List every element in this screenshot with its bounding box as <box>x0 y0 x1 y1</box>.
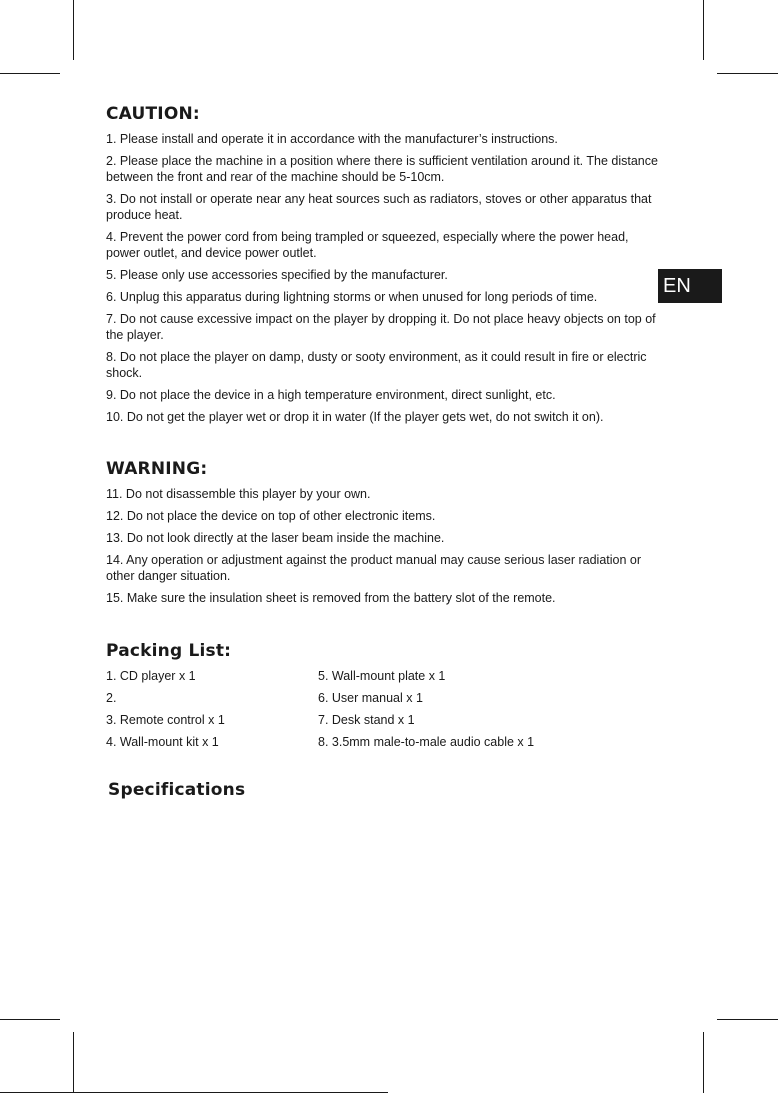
crop-mark-top-left-vertical <box>73 0 74 60</box>
crop-mark-bottom-right-horizontal <box>717 1019 778 1020</box>
specifications-section <box>108 779 508 807</box>
packing-list-item: 1. CD player x 1 <box>106 669 196 683</box>
packing-list-item: 2. <box>106 691 117 705</box>
caution-item: 1. Please install and operate it in accordance with the manufacturer’s instructions. <box>106 132 558 146</box>
packing-list-section <box>106 640 666 768</box>
caution-heading: CAUTION: <box>106 104 200 124</box>
packing-list-columns <box>106 668 666 768</box>
warning-heading: WARNING: <box>106 459 208 479</box>
packing-list-item: 4. Wall-mount kit x 1 <box>106 735 219 749</box>
warning-section <box>106 458 666 612</box>
crop-mark-bottom-right-vertical <box>703 1032 704 1093</box>
caution-item: 8. Do not place the player on damp, dusty or sooty environment, as it could result in fire or electric shock. <box>106 350 647 380</box>
caution-item: 7. Do not cause excessive impact on the player by dropping it. Do not place heavy objects on top of the player. <box>106 312 656 342</box>
crop-mark-top-left-horizontal <box>0 73 60 74</box>
packing-list-item: 8. 3.5mm male-to-male audio cable x 1 <box>318 735 535 749</box>
caution-item: 5. Please only use accessories specified by the manufacturer. <box>106 268 448 282</box>
packing-list-right-column <box>318 668 648 756</box>
language-tab: EN <box>658 269 722 303</box>
warning-item: 14. Any operation or adjustment against the product manual may cause serious laser radiation or other danger situation. <box>106 553 642 583</box>
caution-item: 4. Prevent the power cord from being trampled or squeezed, especially where the power head, power outlet, and device power outlet. <box>106 230 629 260</box>
caution-section <box>106 103 666 431</box>
packing-list-item: 7. Desk stand x 1 <box>318 713 415 727</box>
packing-list-item: 3. Remote control x 1 <box>106 713 225 727</box>
packing-list-item: 6. User manual x 1 <box>318 691 423 705</box>
warning-item: 11. Do not disassemble this player by your own. <box>106 487 371 501</box>
caution-item: 10. Do not get the player wet or drop it in water (If the player gets wet, do not switch it on). <box>106 410 604 424</box>
warning-item: 12. Do not place the device on top of other electronic items. <box>106 509 436 523</box>
packing-list-heading: Packing List: <box>106 641 232 661</box>
crop-mark-top-right-horizontal <box>717 73 778 74</box>
crop-mark-bottom-left-horizontal <box>0 1019 60 1020</box>
caution-item: 9. Do not place the device in a high temperature environment, direct sunlight, etc. <box>106 388 556 402</box>
caution-item: 3. Do not install or operate near any heat sources such as radiators, stoves or other apparatus that produce heat. <box>106 192 652 222</box>
crop-mark-top-right-vertical <box>703 0 704 60</box>
specifications-heading: Specifications <box>108 780 246 800</box>
packing-list-item: 5. Wall-mount plate x 1 <box>318 669 446 683</box>
warning-item: 13. Do not look directly at the laser beam inside the machine. <box>106 531 445 545</box>
crop-mark-bottom-left-vertical <box>73 1032 74 1093</box>
packing-list-left-column <box>106 668 306 756</box>
caution-item: 2. Please place the machine in a position where there is sufficient ventilation around it. The distance between the front and rear of the machine should be 5-10cm. <box>106 154 658 184</box>
caution-item: 6. Unplug this apparatus during lightning storms or when unused for long periods of time. <box>106 290 598 304</box>
warning-item: 15. Make sure the insulation sheet is removed from the battery slot of the remote. <box>106 591 556 605</box>
